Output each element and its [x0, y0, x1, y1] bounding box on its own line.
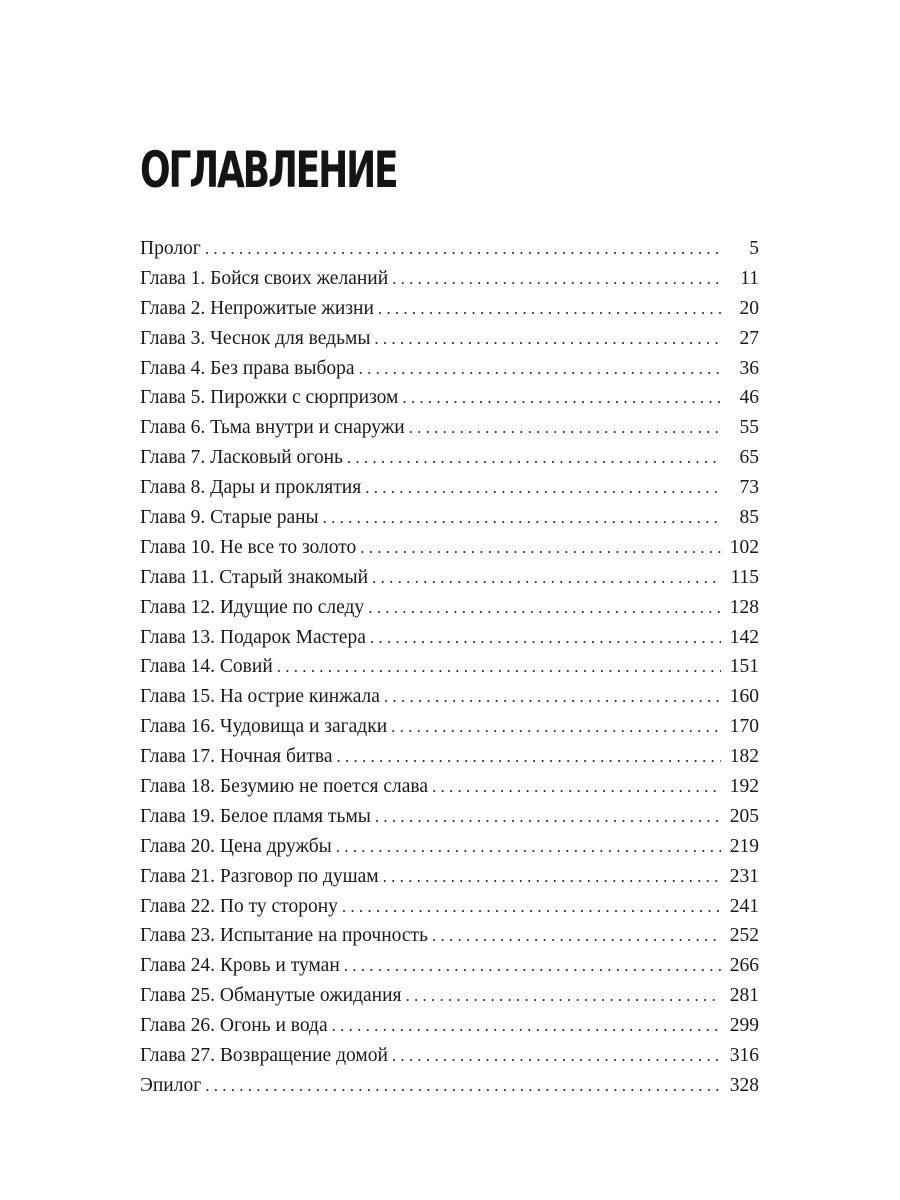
toc-entry: [140, 832, 759, 862]
toc-entry-page-number: 219: [729, 835, 759, 857]
toc-entry-page-number: 5: [749, 238, 759, 259]
dot-leader: [432, 921, 721, 951]
toc-entry: [140, 354, 759, 384]
toc-entry: [140, 294, 759, 324]
toc-entry-label: Глава 10. Не все то золото: [140, 536, 357, 558]
toc-entry-label: Глава 16. Чудовища и загадки: [140, 716, 388, 738]
dot-leader: [205, 1071, 721, 1101]
toc-entry-label: Глава 21. Разговор по душам: [140, 865, 379, 887]
toc-entry-label: Глава 20. Цена дружбы: [140, 835, 332, 857]
toc-entry-page-number: 36: [739, 357, 759, 379]
toc-entry-label: Глава 5. Пирожки с сюрпризом: [140, 387, 399, 409]
toc-entry-label: Глава 26. Огонь и вода: [140, 1015, 328, 1037]
dot-leader: [392, 264, 721, 294]
toc-entry-label: Глава 23. Испытание на прочность: [140, 925, 428, 947]
toc-entry-label: Глава 15. На острие кинжала: [140, 686, 380, 708]
dot-leader: [402, 383, 721, 413]
toc-entry: [140, 383, 759, 413]
dot-leader: [392, 1041, 721, 1071]
toc-entry-label: Глава 7. Ласковый огонь: [140, 447, 343, 469]
dot-leader: [347, 443, 721, 473]
dot-leader: [384, 682, 721, 712]
dot-leader: [383, 862, 721, 892]
dot-leader: [323, 503, 721, 533]
toc-entry-label: Эпилог: [140, 1074, 202, 1096]
dot-leader: [374, 324, 721, 354]
page-title: ОГЛАВЛЕНИЕ: [140, 141, 397, 199]
toc-entry-label: Глава 1. Бойся своих желаний: [140, 267, 389, 289]
dot-leader: [370, 623, 721, 653]
toc-entry-label: Глава 11. Старый знакомый: [140, 566, 369, 588]
dot-leader: [378, 294, 721, 324]
toc-entry-label: Глава 19. Белое пламя тьмы: [140, 805, 371, 827]
toc-entry-page-number: 115: [730, 566, 759, 588]
toc-entry: [140, 892, 759, 922]
toc-entry-label: Глава 6. Тьма внутри и снаружи: [140, 417, 405, 439]
toc-entry-page-number: 20: [739, 297, 759, 319]
toc-entry: [140, 981, 759, 1011]
toc-entry-page-number: 170: [729, 716, 759, 738]
toc-entry: [140, 921, 759, 951]
dot-leader: [365, 473, 721, 503]
toc-entry: [140, 802, 759, 832]
toc-entry-label: Пролог: [140, 238, 201, 259]
dot-leader: [205, 234, 721, 264]
toc-entry: [140, 234, 759, 264]
toc-entry: [140, 324, 759, 354]
toc-entry: [140, 1041, 759, 1071]
toc-entry-page-number: 73: [739, 477, 759, 499]
toc-entry-page-number: 46: [739, 387, 759, 409]
toc-entry-page-number: 281: [729, 985, 759, 1007]
dot-leader: [368, 593, 721, 623]
dot-leader: [336, 742, 721, 772]
toc-entry-label: Глава 13. Подарок Мастера: [140, 626, 366, 648]
toc-entry-page-number: 316: [729, 1045, 759, 1067]
toc-entry-label: Глава 12. Идущие по следу: [140, 596, 365, 618]
toc-entry-page-number: 266: [729, 955, 759, 977]
toc-entry: [140, 862, 759, 892]
toc-entry-label: Глава 8. Дары и проклятия: [140, 477, 362, 499]
dot-leader: [406, 981, 721, 1011]
toc-entry-page-number: 151: [729, 656, 759, 678]
toc-entry: [140, 533, 759, 563]
toc-entry-page-number: 231: [729, 865, 759, 887]
toc-entry-page-number: 252: [729, 925, 759, 947]
toc-entry-label: Глава 3. Чеснок для ведьмы: [140, 327, 371, 349]
toc-entry: [140, 443, 759, 473]
toc-entry-page-number: 192: [729, 776, 759, 798]
toc-entry: [140, 413, 759, 443]
toc-entry: [140, 712, 759, 742]
toc-entry: [140, 473, 759, 503]
toc-entry: [140, 1071, 759, 1101]
dot-leader: [277, 652, 721, 682]
toc-entry-page-number: 128: [729, 596, 759, 618]
toc-entry: [140, 742, 759, 772]
dot-leader: [336, 832, 721, 862]
toc-entry-label: Глава 4. Без права выбора: [140, 357, 355, 379]
dot-leader: [344, 951, 721, 981]
toc-entry-label: Глава 22. По ту сторону: [140, 895, 338, 917]
toc-entry-page-number: 299: [729, 1015, 759, 1037]
dot-leader: [391, 712, 721, 742]
toc-entry-label: Глава 9. Старые раны: [140, 507, 319, 529]
table-of-contents: [140, 234, 759, 1101]
toc-entry-label: Глава 25. Обманутые ожидания: [140, 985, 402, 1007]
dot-leader: [372, 563, 721, 593]
toc-entry: [140, 1011, 759, 1041]
dot-leader: [360, 533, 721, 563]
toc-entry: [140, 503, 759, 533]
toc-entry-page-number: 182: [729, 746, 759, 768]
toc-entry-page-number: 142: [729, 626, 759, 648]
toc-entry-page-number: 11: [740, 267, 759, 289]
toc-entry: [140, 951, 759, 981]
toc-entry-label: Глава 14. Совий: [140, 656, 273, 678]
toc-entry: [140, 772, 759, 802]
toc-entry-page-number: 241: [729, 895, 759, 917]
toc-entry-label: Глава 17. Ночная битва: [140, 746, 333, 768]
toc-entry-label: Глава 2. Непрожитые жизни: [140, 297, 374, 319]
toc-entry-page-number: 328: [729, 1074, 759, 1096]
toc-entry-page-number: 55: [739, 417, 759, 439]
toc-entry-label: Глава 27. Возвращение домой: [140, 1045, 388, 1067]
dot-leader: [359, 354, 721, 384]
toc-entry-page-number: 27: [739, 327, 759, 349]
toc-entry-page-number: 65: [739, 447, 759, 469]
toc-entry-label: Глава 24. Кровь и туман: [140, 955, 340, 977]
toc-entry: [140, 593, 759, 623]
toc-entry-page-number: 160: [729, 686, 759, 708]
toc-entry-page-number: 205: [729, 805, 759, 827]
dot-leader: [409, 413, 721, 443]
dot-leader: [375, 802, 721, 832]
toc-entry: [140, 652, 759, 682]
toc-entry-label: Глава 18. Безумию не поется слава: [140, 776, 428, 798]
toc-entry: [140, 563, 759, 593]
toc-entry: [140, 264, 759, 294]
toc-entry-page-number: 102: [729, 536, 759, 558]
dot-leader: [332, 1011, 721, 1041]
toc-entry-page-number: 85: [739, 507, 759, 529]
dot-leader: [342, 892, 721, 922]
toc-entry: [140, 623, 759, 653]
toc-entry: [140, 682, 759, 712]
dot-leader: [432, 772, 721, 802]
